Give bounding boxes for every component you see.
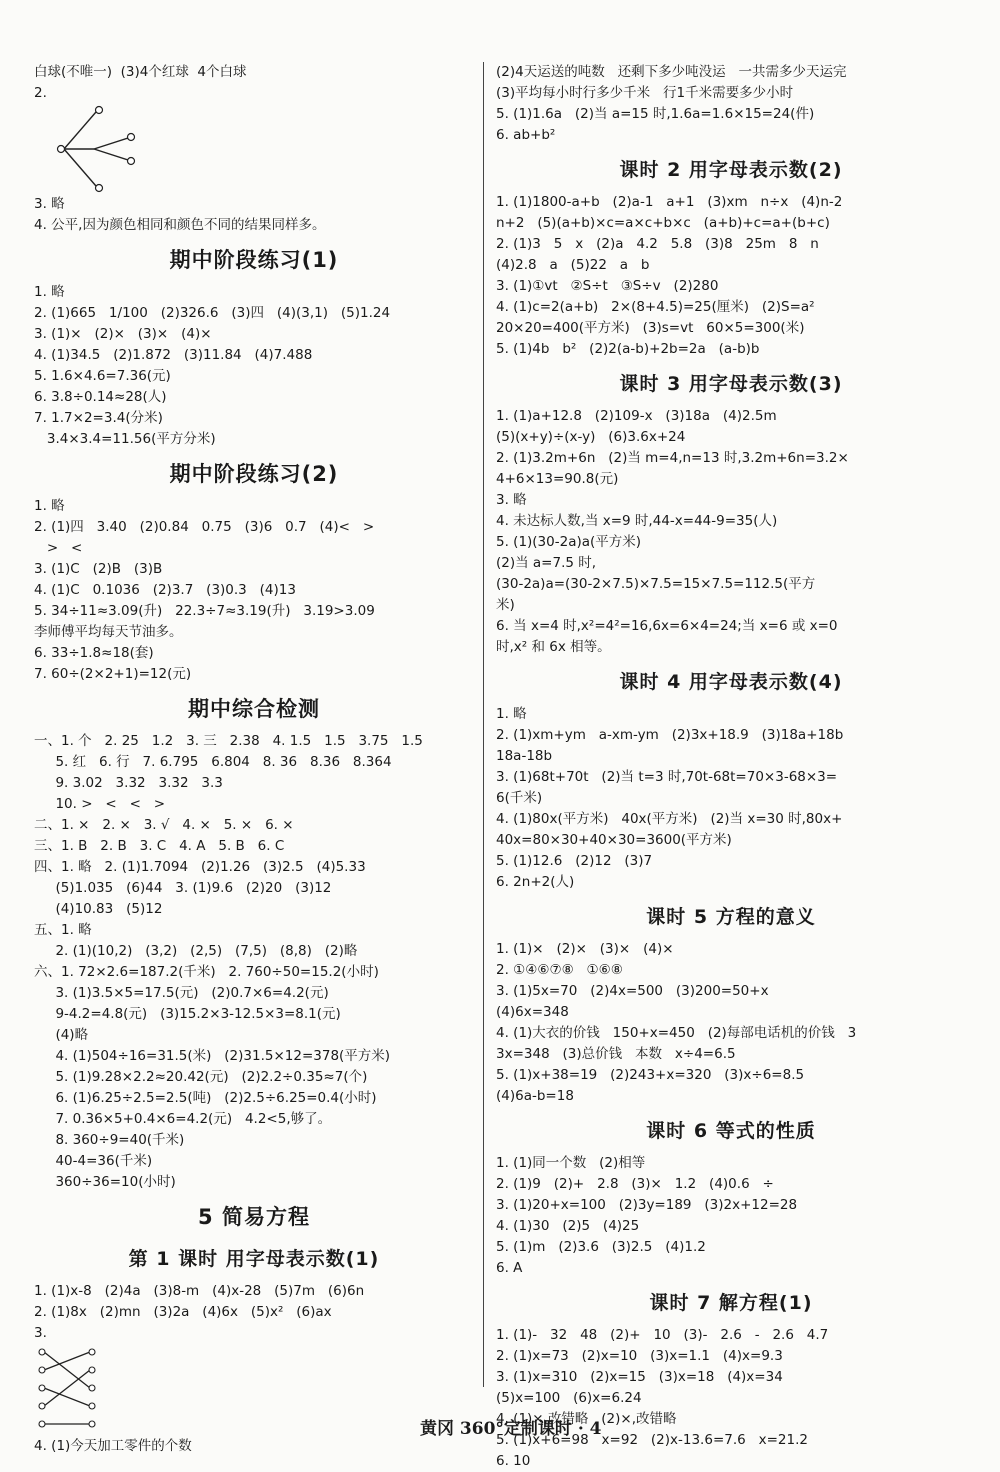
answer-line: 5. (1)4b b² (2)2(a-b)+2b=2a (a-b)b	[496, 341, 760, 357]
answer-line: 4. 未达标人数,当 x=9 时,44-x=44-9=35(人)	[496, 513, 778, 529]
answer-line: 5. (1)1.6a (2)当 a=15 时,1.6a=1.6×15=24(件)	[496, 106, 815, 122]
answer-line: 二、1. × 2. × 3. √ 4. × 5. × 6. ×	[34, 817, 294, 833]
section-lesson-2	[496, 192, 966, 360]
heading-lesson-4: 课时 4 用字母表示数(4)	[619, 671, 843, 693]
answer-line: 3. (1)× (2)× (3)× (4)×	[34, 326, 212, 342]
answer-line: 1. (1)a+12.8 (2)109-x (3)18a (4)2.5m	[496, 408, 777, 424]
answer-line: 4. (1)c=2(a+b) 2×(8+4.5)=25(厘米) (2)S=a²	[496, 299, 815, 315]
section-lesson-1	[34, 1281, 474, 1344]
heading-lesson-1: 第 1 课时 用字母表示数(1)	[128, 1248, 380, 1270]
answer-line: 3. (1)68t+70t (2)当 t=3 时,70t-68t=70×3-68×3=	[496, 769, 838, 785]
answer-line: 4. (1)34.5 (2)1.872 (3)11.84 (4)7.488	[34, 347, 313, 363]
heading-lesson-5: 课时 5 方程的意义	[646, 906, 816, 928]
answer-line: 40x=80×30+40×30=3600(平方米)	[496, 832, 732, 848]
answer-line: n+2 (5)(a+b)×c=a×c+b×c (a+b)+c=a+(b+c)	[496, 215, 830, 231]
answer-line: 1. (1)同一个数 (2)相等	[496, 1155, 646, 1171]
right-column	[496, 62, 966, 1472]
answer-line: 5. (1)x+6=98 x=92 (2)x-13.6=7.6 x=21.2	[496, 1432, 808, 1448]
answer-line: 360÷36=10(小时)	[34, 1174, 176, 1190]
answer-line: 1. (1)- 32 48 (2)+ 10 (3)- 2.6 - 2.6 4.7	[496, 1327, 829, 1343]
heading-unit-5: 5 简易方程	[198, 1205, 310, 1229]
answer-line: 3.4×3.4=11.56(平方分米)	[34, 431, 216, 447]
answer-line: 五、1. 略	[34, 922, 92, 938]
answer-line: 6(千米)	[496, 790, 543, 806]
answer-line: 7. 1.7×2=3.4(分米)	[34, 410, 163, 426]
answer-line: 9. 3.02 3.32̇ 3.3̇2̇ 3.3̇	[34, 775, 223, 791]
heading-lesson-7: 课时 7 解方程(1)	[649, 1292, 813, 1314]
matching-diagram-icon	[34, 1344, 114, 1436]
section-midterm-2	[34, 496, 474, 685]
answer-line: (4)10.83 (5)12	[34, 901, 163, 917]
heading-lesson-6: 课时 6 等式的性质	[646, 1120, 816, 1142]
tree-diagram-icon	[34, 104, 154, 194]
answer-line: 3. (1)20+x=100 (2)3y=189 (3)2x+12=28	[496, 1197, 798, 1213]
answer-line: 2. (1)xm+ym a-xm-ym (2)3x+18.9 (3)18a+18b	[496, 727, 844, 743]
answer-line: 李师傅平均每天节油多。	[34, 624, 183, 640]
left-after-diagram	[34, 194, 474, 236]
answer-line: 5. (1)9.28×2.2≈20.42(元) (2)2.2÷0.35≈7(个)	[34, 1069, 368, 1085]
answer-line: 1. 略	[34, 284, 65, 300]
page-footer: 黄冈 360°定制课时 · 4	[420, 1419, 602, 1439]
answer-line: 4. (1)504÷16=31.5(米) (2)31.5×12=378(平方米)	[34, 1048, 391, 1064]
answer-line: 3. (1)5x=70 (2)4x=500 (3)200=50+x	[496, 983, 769, 999]
answer-line: 3.	[34, 1325, 47, 1341]
answer-line: 6. 当 x=4 时,x²=4²=16,6x=6×4=24;当 x=6 或 x=0	[496, 618, 838, 634]
answer-line: 1. (1)1800-a+b (2)a-1 a+1 (3)xm n÷x (4)n-2	[496, 194, 843, 210]
answer-line: 2. (1)3.2m+6n (2)当 m=4,n=13 时,3.2m+6n=3.2×	[496, 450, 849, 466]
answer-line: 4+6×13=90.8(元)	[496, 471, 619, 487]
section-lesson-3	[496, 406, 966, 658]
section-lesson-4	[496, 704, 966, 893]
answer-line: 4. (1)30 (2)5 (4)25	[496, 1218, 640, 1234]
answer-line: 3. 略	[496, 492, 527, 508]
answer-line: 一、1. 个 2. 25 1.2 3. 三 2.38 4. 1.5 1.5 3.75 1.5	[34, 733, 423, 749]
right-intro-lines	[496, 62, 966, 146]
answer-line: 米)	[496, 597, 515, 613]
answer-line: 1. 略	[34, 498, 65, 514]
heading-midterm-1: 期中阶段练习(1)	[169, 248, 339, 272]
answer-line: 6. 2n+2(人)	[496, 874, 575, 890]
answer-line: 40-4=36(千米)	[34, 1153, 153, 1169]
answer-line: 6. 3.8÷0.14≈28(人)	[34, 389, 167, 405]
answer-line: 6. 33÷1.8≈18(套)	[34, 645, 154, 661]
heading-lesson-3: 课时 3 用字母表示数(3)	[619, 373, 843, 395]
section-lesson-5	[496, 939, 966, 1107]
answer-line: 1. (1)x-8 (2)4a (3)8-m (4)x-28 (5)7m (6)6n	[34, 1283, 365, 1299]
answer-line: 4. (1)今天加工零件的个数	[34, 1438, 192, 1454]
answer-line: 18a-18b	[496, 748, 553, 764]
answer-line: (4)2.8 a (5)22 a b	[496, 257, 650, 273]
answer-line: 8. 360÷9=40(千米)	[34, 1132, 185, 1148]
answer-line: 时,x² 和 6x 相等。	[496, 639, 611, 655]
answer-line: 3x=348 (3)总价钱 本数 x÷4=6.5	[496, 1046, 736, 1062]
answer-line: 1. (1)× (2)× (3)× (4)×	[496, 941, 674, 957]
section-midterm-1	[34, 282, 474, 450]
section-lesson-7	[496, 1325, 966, 1472]
answer-line: 2.	[34, 85, 47, 101]
answer-line: 4. (1)大衣的价钱 150+x=450 (2)每部电话机的价钱 3	[496, 1025, 857, 1041]
answer-line: 4. (1)80x(平方米) 40x(平方米) (2)当 x=30 时,80x+	[496, 811, 843, 827]
answer-line: 5. 1.6×4.6=7.36(元)	[34, 368, 171, 384]
left-intro-lines	[34, 62, 474, 104]
answer-line: 6. 10	[496, 1453, 531, 1469]
answer-line: 3. (1)3.5×5=17.5(元) (2)0.7×6=4.2(元)	[34, 985, 329, 1001]
answer-line: 3. 略	[34, 196, 65, 212]
answer-line: 10. > < < >	[34, 796, 166, 812]
answer-line: (4)6x=348	[496, 1004, 569, 1020]
heading-lesson-2: 课时 2 用字母表示数(2)	[619, 159, 843, 181]
answer-line: 4. (1)×,改错略 (2)×,改错略	[496, 1411, 677, 1427]
answer-line: (4)6a-b=18	[496, 1088, 574, 1104]
answer-line: (5)1.035 (6)44 3. (1)9.6 (2)20 (3)12	[34, 880, 332, 896]
answer-line: 四、1. 略 2. (1)1.7094 (2)1.26 (3)2.5 (4)5.33	[34, 859, 366, 875]
section-lesson-6	[496, 1153, 966, 1279]
answer-line: (5)(x+y)÷(x-y) (6)3.6x+24	[496, 429, 686, 445]
answer-line: 4. (1)C 0.1036 (2)3.7 (3)0.3 (4)13	[34, 582, 296, 598]
column-divider	[483, 62, 484, 1387]
answer-line: 2. (1)x=73 (2)x=10 (3)x=1.1 (4)x=9.3	[496, 1348, 783, 1364]
answer-line: 6. (1)6.25÷2.5=2.5(吨) (2)2.5÷6.25=0.4(小时)	[34, 1090, 377, 1106]
answer-line: (3)平均每小时行多少千米 行1千米需要多少小时	[496, 85, 794, 101]
heading-midterm-2: 期中阶段练习(2)	[169, 462, 339, 486]
answer-line: 六、1. 72×2.6=187.2(千米) 2. 760÷50=15.2(小时)	[34, 964, 379, 980]
answer-line: 20×20=400(平方米) (3)s=vt 60×5=300(米)	[496, 320, 805, 336]
answer-line: 1. 略	[496, 706, 527, 722]
answer-line: (2)4天运送的吨数 还剩下多少吨没运 一共需多少天运完	[496, 64, 847, 80]
answer-line: 2. ①④⑥⑦⑧ ①⑥⑧	[496, 962, 623, 978]
answer-line: 6. ab+b²	[496, 127, 556, 143]
answer-line: 白球(不唯一) (3)4个红球 4个白球	[34, 64, 247, 80]
answer-line: (2)当 a=7.5 时,	[496, 555, 597, 571]
answer-line: 5. (1)m (2)3.6 (3)2.5 (4)1.2	[496, 1239, 706, 1255]
answer-line: 4. 公平,因为颜色相同和颜色不同的结果同样多。	[34, 217, 326, 233]
answer-line: 9-4.2=4.8(元) (3)15.2×3-12.5×3=8.1(元)	[34, 1006, 341, 1022]
answer-line: 6. A	[496, 1260, 523, 1276]
left-after-matching	[34, 1436, 474, 1457]
answer-line: (30-2a)a=(30-2×7.5)×7.5=15×7.5=112.5(平方	[496, 576, 816, 592]
answer-line: 2. (1)3 5 x (2)a 4.2 5.8 (3)8 25m 8 n	[496, 236, 819, 252]
answer-line: 2. (1)665 1/100 (2)326.6 (3)四 (4)(3,1) (5)1.24	[34, 305, 391, 321]
answer-line: 3. (1)①vt ②S÷t ③S÷v (2)280	[496, 278, 719, 294]
answer-line: > <	[34, 540, 83, 556]
answer-line: 3. (1)x=310 (2)x=15 (3)x=18 (4)x=34	[496, 1369, 783, 1385]
answer-line: (4)略	[34, 1027, 89, 1043]
answer-line: 2. (1)9 (2)+ 2.8 (3)× 1.2 (4)0.6 ÷	[496, 1176, 774, 1192]
answer-line: 7. 0.36×5+0.4×6=4.2(元) 4.2<5,够了。	[34, 1111, 332, 1127]
answer-line: 5. (1)x+38=19 (2)243+x=320 (3)x÷6=8.5	[496, 1067, 805, 1083]
answer-line: 5. (1)(30-2a)a(平方米)	[496, 534, 642, 550]
answer-line: 3. (1)C (2)B (3)B	[34, 561, 163, 577]
heading-midterm-test: 期中综合检测	[188, 697, 320, 721]
answer-line: 5. 34÷11≈3.09(升) 22.3÷7≈3.19(升) 3.19>3.09	[34, 603, 375, 619]
answer-line: 2. (1)8x (2)mn (3)2a (4)6x (5)x² (6)ax	[34, 1304, 332, 1320]
answer-line: 5. 红 6. 行 7. 6.795 6.804 8. 36 8.3̇6̇ 8.364	[34, 754, 392, 770]
left-column	[34, 62, 474, 1457]
answer-line: 三、1. B 2. B 3. C 4. A 5. B 6. C	[34, 838, 285, 854]
section-midterm-test	[34, 731, 474, 1193]
answer-line: (5)x=100 (6)x=6.24	[496, 1390, 642, 1406]
answer-line: 7. 60÷(2×2+1)=12(元)	[34, 666, 192, 682]
answer-line: 2. (1)(10,2) (3,2) (2,5) (7,5) (8,8) (2)略	[34, 943, 358, 959]
answer-line: 2. (1)四 3.40 (2)0.84 0.75 (3)6 0.7 (4)< >	[34, 519, 375, 535]
answer-line: 5. (1)12.6 (2)12 (3)7	[496, 853, 653, 869]
